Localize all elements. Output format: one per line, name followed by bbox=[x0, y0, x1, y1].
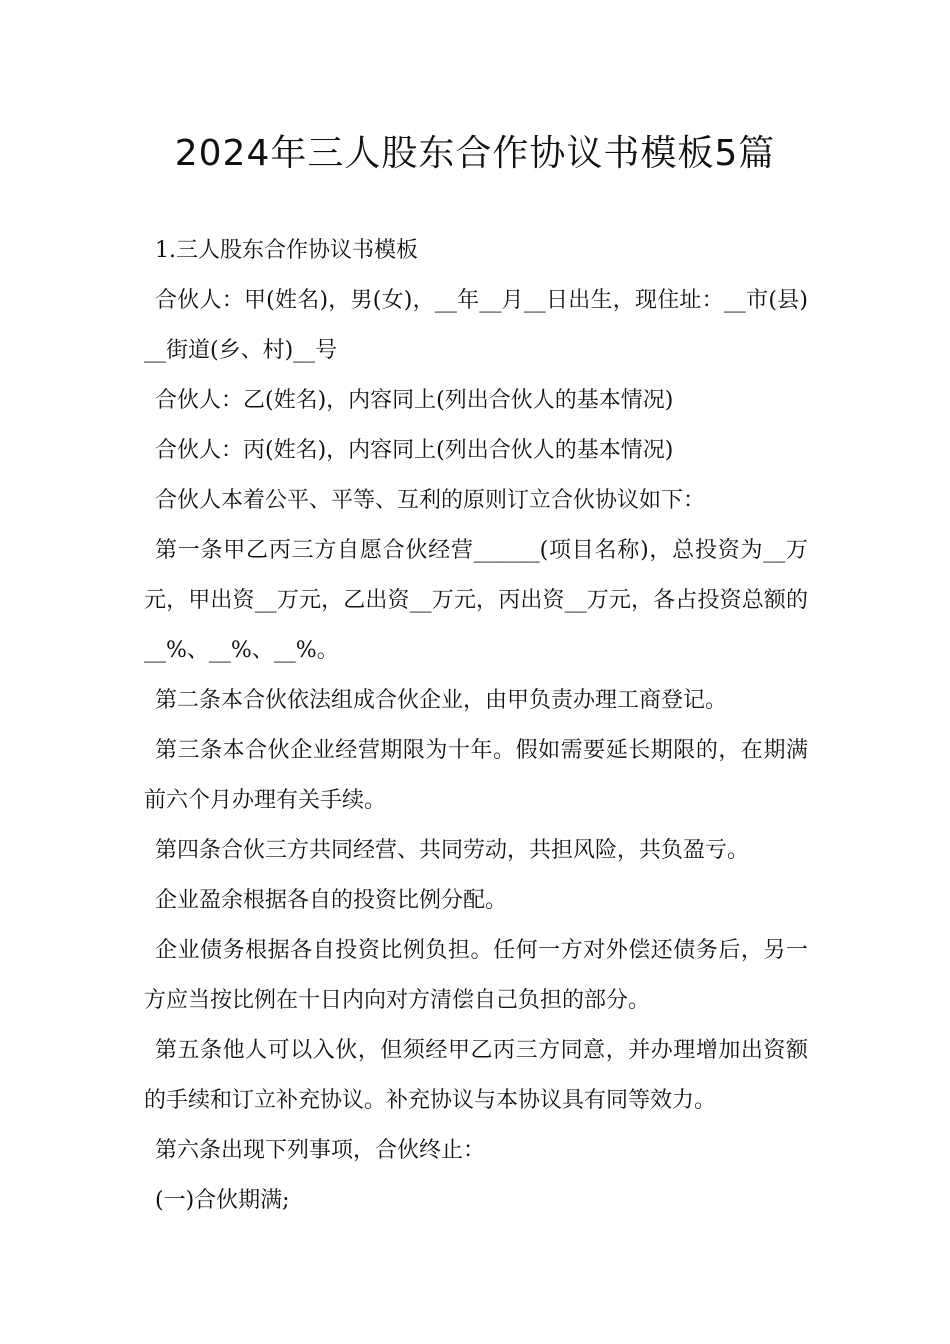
paragraph-article-3: 第三条本合伙企业经营期限为十年。假如需要延长期限的，在期满前六个月办理有关手续。 bbox=[144, 738, 808, 813]
paragraph-article-4: 第四条合伙三方共同经营、共同劳动，共担风险，共负盈亏。 bbox=[155, 838, 750, 863]
paragraph-debt-sharing: 企业债务根据各自投资比例负担。任何一方对外偿还债务后，另一方应当按比例在十日内向对方清偿自己负担的部分。 bbox=[144, 938, 808, 1013]
paragraph-article-1: 第一条甲乙丙三方自愿合伙经营______(项目名称)，总投资为__万元，甲出资__万元，乙出资__万元，丙出资__万元，各占投资总额的__%、__%、__%。 bbox=[144, 538, 808, 663]
document-body bbox=[144, 226, 808, 1226]
paragraph-partner-a: 合伙人：甲(姓名)，男(女)，__年__月__日出生，现住址：__市(县)__街道(乡、村)__号 bbox=[144, 288, 808, 363]
paragraph-item-1: (一)合伙期满; bbox=[155, 1188, 290, 1213]
paragraph-article-6: 第六条出现下列事项，合伙终止： bbox=[155, 1138, 486, 1163]
document-title: 2024年三人股东合作协议书模板5篇 bbox=[174, 133, 776, 174]
paragraph-partner-c: 合伙人：丙(姓名)，内容同上(列出合伙人的基本情况) bbox=[155, 438, 674, 463]
paragraph-profit-sharing: 企业盈余根据各自的投资比例分配。 bbox=[155, 888, 508, 913]
paragraph-article-5: 第五条他人可以入伙，但须经甲乙丙三方同意，并办理增加出资额的手续和订立补充协议。补充协议与本协议具有同等效力。 bbox=[144, 1038, 808, 1113]
paragraph-article-2: 第二条本合伙依法组成合伙企业，由甲负责办理工商登记。 bbox=[155, 688, 728, 713]
paragraph-preamble: 合伙人本着公平、平等、互利的原则订立合伙协议如下： bbox=[155, 488, 706, 513]
paragraph-heading-1: 1.三人股东合作协议书模板 bbox=[155, 238, 418, 263]
paragraph-partner-b: 合伙人：乙(姓名)，内容同上(列出合伙人的基本情况) bbox=[155, 388, 674, 413]
